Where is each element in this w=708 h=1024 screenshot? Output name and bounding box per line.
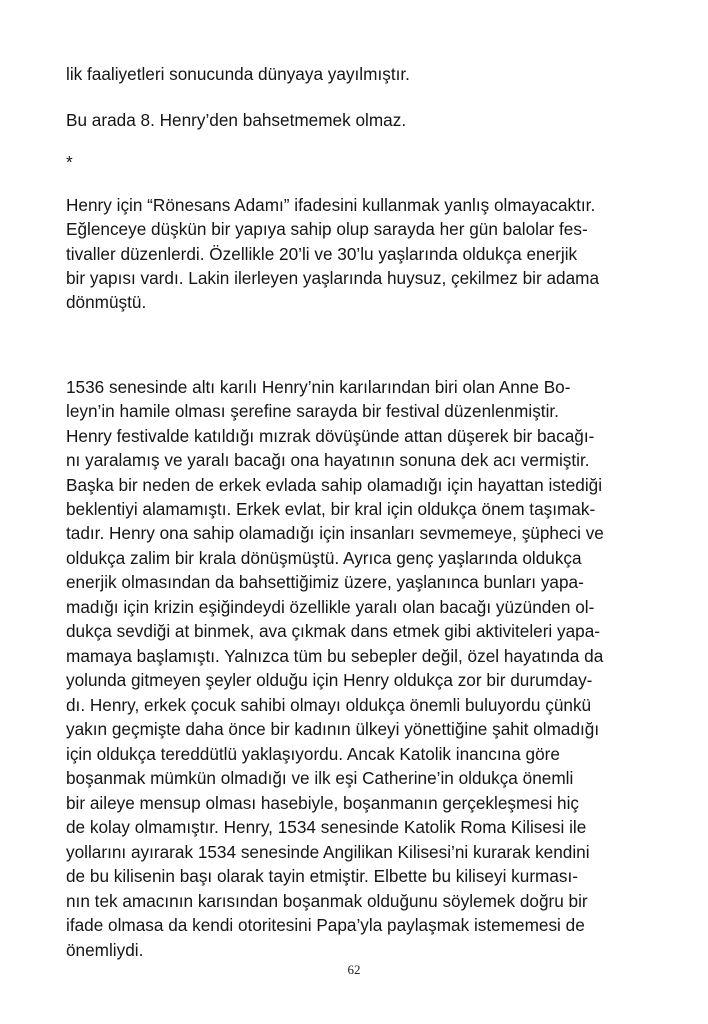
text-line: leyn’in hamile olması şerefine sarayda bir festival düzenlenmiştir.: [66, 401, 559, 421]
text-line: yolunda gitmeyen şeyler olduğu için Henry oldukça zor bir durumday-: [66, 670, 593, 690]
text-line: de kolay olmamıştır. Henry, 1534 senesinde Katolik Roma Kilisesi ile: [66, 817, 587, 837]
text-line: mamaya başlamıştı. Yalnızca tüm bu sebepler değil, özel hayatında da: [66, 646, 604, 666]
text-line: Başka bir neden de erkek evlada sahip olamadığı için hayattan istediği: [66, 475, 603, 495]
section-separator: *: [66, 152, 73, 172]
text-line: Henry festivalde katıldığı mızrak dövüşünde attan düşerek bir bacağı-: [66, 426, 595, 446]
text-line: oldukça zalim bir krala dönüşmüştü. Ayrıca genç yaşlarında oldukça: [66, 548, 582, 568]
text-line: yollarını ayırarak 1534 senesinde Angilikan Kilisesi’ni kurarak kendini: [66, 842, 590, 862]
text-line: nın tek amacının karısından boşanmak olduğunu söylemek doğru bir: [66, 891, 588, 911]
text-line: bir aileye mensup olması hasebiyle, boşanmanın gerçekleşmesi hiç: [66, 793, 580, 813]
text-line: dönmüştü.: [66, 292, 147, 312]
text-line: Eğlenceye düşkün bir yapıya sahip olup sarayda her gün balolar fes-: [66, 219, 588, 239]
text-line: beklentiyi alamamıştı. Erkek evlat, bir kral için oldukça önem taşımak-: [66, 499, 596, 519]
text-line: lik faaliyetleri sonucunda dünyaya yayılmıştır.: [66, 64, 410, 84]
text-line: de bu kilisenin başı olarak tayin etmiştir. Elbette bu kiliseyi kurması-: [66, 866, 579, 886]
text-line: nı yaralamış ve yaralı bacağı ona hayatının sonuna dek acı vermiştir.: [66, 450, 590, 470]
text-line: enerjik olmasından da bahsettiğimiz üzere, yaşlanınca bunları yapa-: [66, 572, 584, 592]
page-number: 62: [347, 962, 361, 977]
text-line: için oldukça tereddütlü yaklaşıyordu. Ancak Katolik inancına göre: [66, 744, 560, 764]
text-line: yakın geçmişte daha önce bir kadının ülkeyi yönettiğine şahit olmadığı: [66, 719, 600, 739]
text-line: tadır. Henry ona sahip olamadığı için insanları sevmemeye, şüpheci ve: [66, 523, 604, 543]
text-line: boşanmak mümkün olmadığı ve ilk eşi Catherine’in oldukça önemli: [66, 768, 574, 788]
text-line: Henry için “Rönesans Adamı” ifadesini kullanmak yanlış olmayacaktır.: [66, 195, 596, 215]
text-line: 1536 senesinde altı karılı Henry’nin karılarından biri olan Anne Bo-: [66, 377, 571, 397]
text-line: dı. Henry, erkek çocuk sahibi olmayı oldukça önemli buluyordu çünkü: [66, 695, 592, 715]
text-line: Bu arada 8. Henry’den bahsetmemek olmaz.: [66, 110, 407, 130]
text-line: dukça sevdiği at binmek, ava çıkmak dans etmek gibi aktiviteleri yapa-: [66, 621, 601, 641]
text-line: önemliydi.: [66, 940, 144, 960]
text-line: ifade olmasa da kendi otoritesini Papa’yla paylaşmak istememesi de: [66, 915, 585, 935]
text-line: madığı için krizin eşiğindeydi özellikle yaralı olan bacağı yüzünden ol-: [66, 597, 595, 617]
text-line: tivaller düzenlerdi. Özellikle 20’li ve 30’lu yaşlarında oldukça enerjik: [66, 244, 578, 264]
text-line: bir yapısı vardı. Lakin ilerleyen yaşlarında huysuz, çekilmez bir adama: [66, 268, 600, 288]
